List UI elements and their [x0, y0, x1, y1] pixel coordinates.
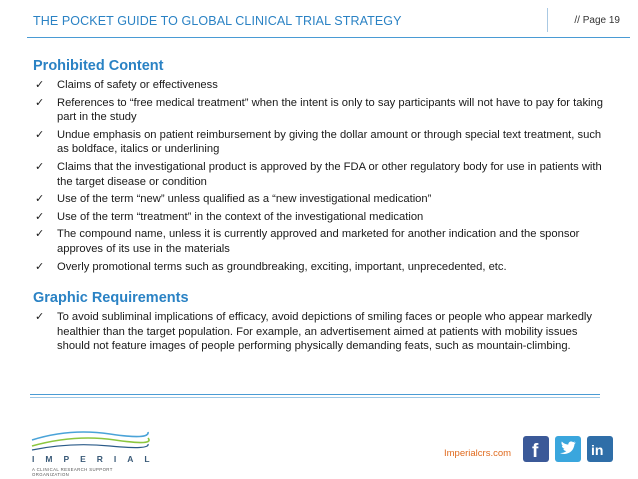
logo-wave-icon [30, 426, 150, 454]
facebook-icon[interactable] [523, 436, 549, 462]
checkmark-icon: ✓ [35, 79, 45, 91]
list-item [33, 227, 603, 256]
section-heading-graphic-requirements: Graphic Requirements [33, 290, 189, 307]
document-title: THE POCKET GUIDE TO GLOBAL CLINICAL TRIAL STRATEGY [33, 14, 402, 28]
prohibited-content-list [33, 78, 603, 274]
page-number: // Page 19 [574, 15, 620, 26]
list-item [33, 96, 603, 125]
checkmark-icon: ✓ [35, 96, 45, 109]
website-link[interactable]: Imperialcrs.com [444, 448, 512, 459]
list-item [33, 310, 603, 354]
checkmark-icon: ✓ [35, 228, 45, 241]
twitter-icon[interactable] [555, 436, 581, 462]
checkmark-icon: ✓ [35, 311, 45, 324]
linkedin-icon[interactable] [587, 436, 613, 462]
checkmark-icon: ✓ [35, 193, 45, 206]
list-item-text: Overly promotional terms such as groundbreaking, exciting, important, unprecedented, etc. [57, 260, 507, 273]
svg-text:f: f [532, 441, 539, 462]
list-item-text: Use of the term “treatment” in the context of the investigational medication [57, 210, 424, 223]
checkmark-icon: ✓ [35, 260, 45, 273]
list-item-text: Undue emphasis on patient reimbursement by giving the dollar amount or through special text treatment, such as boldface, italics or underlining [57, 128, 602, 156]
list-item-text: The compound name, unless it is currently approved and marketed for another indication and the sponsor approves of its use in the materials [57, 228, 580, 255]
list-item [33, 128, 603, 157]
list-item-text: Use of the term “new” unless qualified as a “new investigational medication” [57, 193, 432, 206]
logo-wordmark: IMPERIAL [32, 454, 161, 464]
list-item-text: Claims that the investigational product is approved by the FDA or other regulatory body for use in patients with the target disease or condition [57, 160, 602, 188]
list-item [33, 260, 603, 275]
imperial-logo [30, 426, 161, 477]
checkmark-icon: ✓ [35, 160, 45, 173]
list-item [33, 210, 603, 225]
header-divider [547, 8, 548, 32]
list-item [33, 78, 603, 93]
list-item [33, 160, 603, 189]
page-header [0, 0, 638, 42]
header-rule [27, 37, 630, 38]
list-item [33, 192, 603, 207]
footer-rule-secondary [30, 397, 600, 398]
checkmark-icon: ✓ [35, 128, 45, 141]
section-heading-prohibited-content: Prohibited Content [33, 58, 164, 74]
list-item-text: Claims of safety or effectiveness [57, 79, 218, 91]
list-item-text: References to “free medical treatment” when the intent is only to say participants will not have to pay for taking part in the study [57, 96, 603, 124]
checkmark-icon: ✓ [35, 210, 45, 223]
graphic-requirements-list [33, 310, 603, 354]
list-item-text: To avoid subliminal implications of efficacy, avoid depictions of smiling faces or people who appear markedly healthier than the target population. For example, an advertisement aimed at patients with mobility issues should not feature images of people performing physically demanding feats, such as mountain-climbing. [57, 311, 592, 353]
footer-rule [30, 394, 600, 395]
main-content [33, 58, 603, 357]
logo-tagline: A CLINICAL RESEARCH SUPPORT ORGANIZATION [32, 467, 113, 477]
svg-text:in: in [591, 442, 604, 458]
section-spacer [33, 277, 603, 290]
